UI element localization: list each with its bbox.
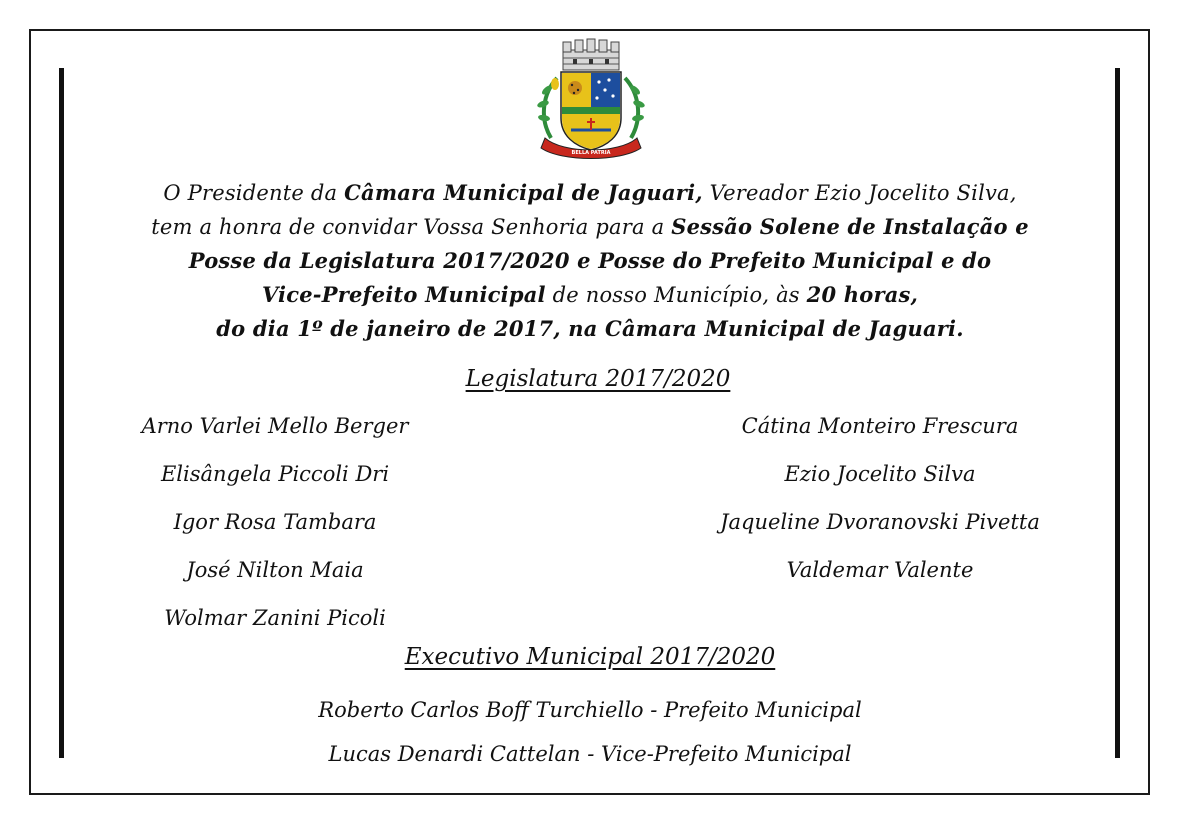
invitation-line-2: tem a honra de convidar Vossa Senhoria para a Sessão Solene de Instalação e: [151, 214, 1029, 239]
executivo-heading: Executivo Municipal 2017/2020: [404, 644, 776, 670]
left-decorative-bar: [59, 68, 64, 758]
councilor-name: José Nilton Maia: [186, 558, 364, 582]
right-decorative-bar: [1115, 68, 1120, 758]
invitation-line-3: Posse da Legislatura 2017/2020 e Posse do Prefeito Municipal e do: [188, 248, 992, 273]
councilor-name: Igor Rosa Tambara: [173, 510, 377, 534]
councilor-name: Cátina Monteiro Frescura: [741, 414, 1019, 438]
executive-members: [240, 694, 940, 782]
invitation-line-4: Vice-Prefeito Municipal de nosso Município, às 20 horas,: [261, 282, 919, 307]
councilor-name: Wolmar Zanini Picoli: [164, 606, 386, 630]
councilor-name: Arno Varlei Mello Berger: [141, 414, 409, 438]
invitation-line-1: O Presidente da Câmara Municipal de Jaguari, Vereador Ezio Jocelito Silva,: [163, 180, 1017, 205]
shield-icon: [561, 72, 621, 150]
motto-text: BELLA PATRIA: [571, 150, 611, 156]
councilor-name: Jaqueline Dvoranovski Pivetta: [720, 510, 1040, 534]
invitation-text: [100, 176, 1080, 346]
municipal-coat-of-arms: [533, 38, 649, 168]
councilor-name: Valdemar Valente: [786, 558, 974, 582]
mural-crown-icon: [563, 39, 619, 70]
councilor-name: Elisângela Piccoli Dri: [160, 462, 390, 486]
mayor-name: Roberto Carlos Boff Turchiello - Prefeito Municipal: [318, 698, 862, 722]
vice-mayor-name: Lucas Denardi Cattelan - Vice-Prefeito Municipal: [328, 742, 852, 766]
councilors-right-column: [700, 410, 1060, 602]
invitation-line-5: do dia 1º de janeiro de 2017, na Câmara Municipal de Jaguari.: [216, 316, 964, 341]
councilors-left-column: [120, 410, 430, 650]
legislatura-heading: Legislatura 2017/2020: [465, 366, 731, 392]
councilor-name: Ezio Jocelito Silva: [784, 462, 976, 486]
